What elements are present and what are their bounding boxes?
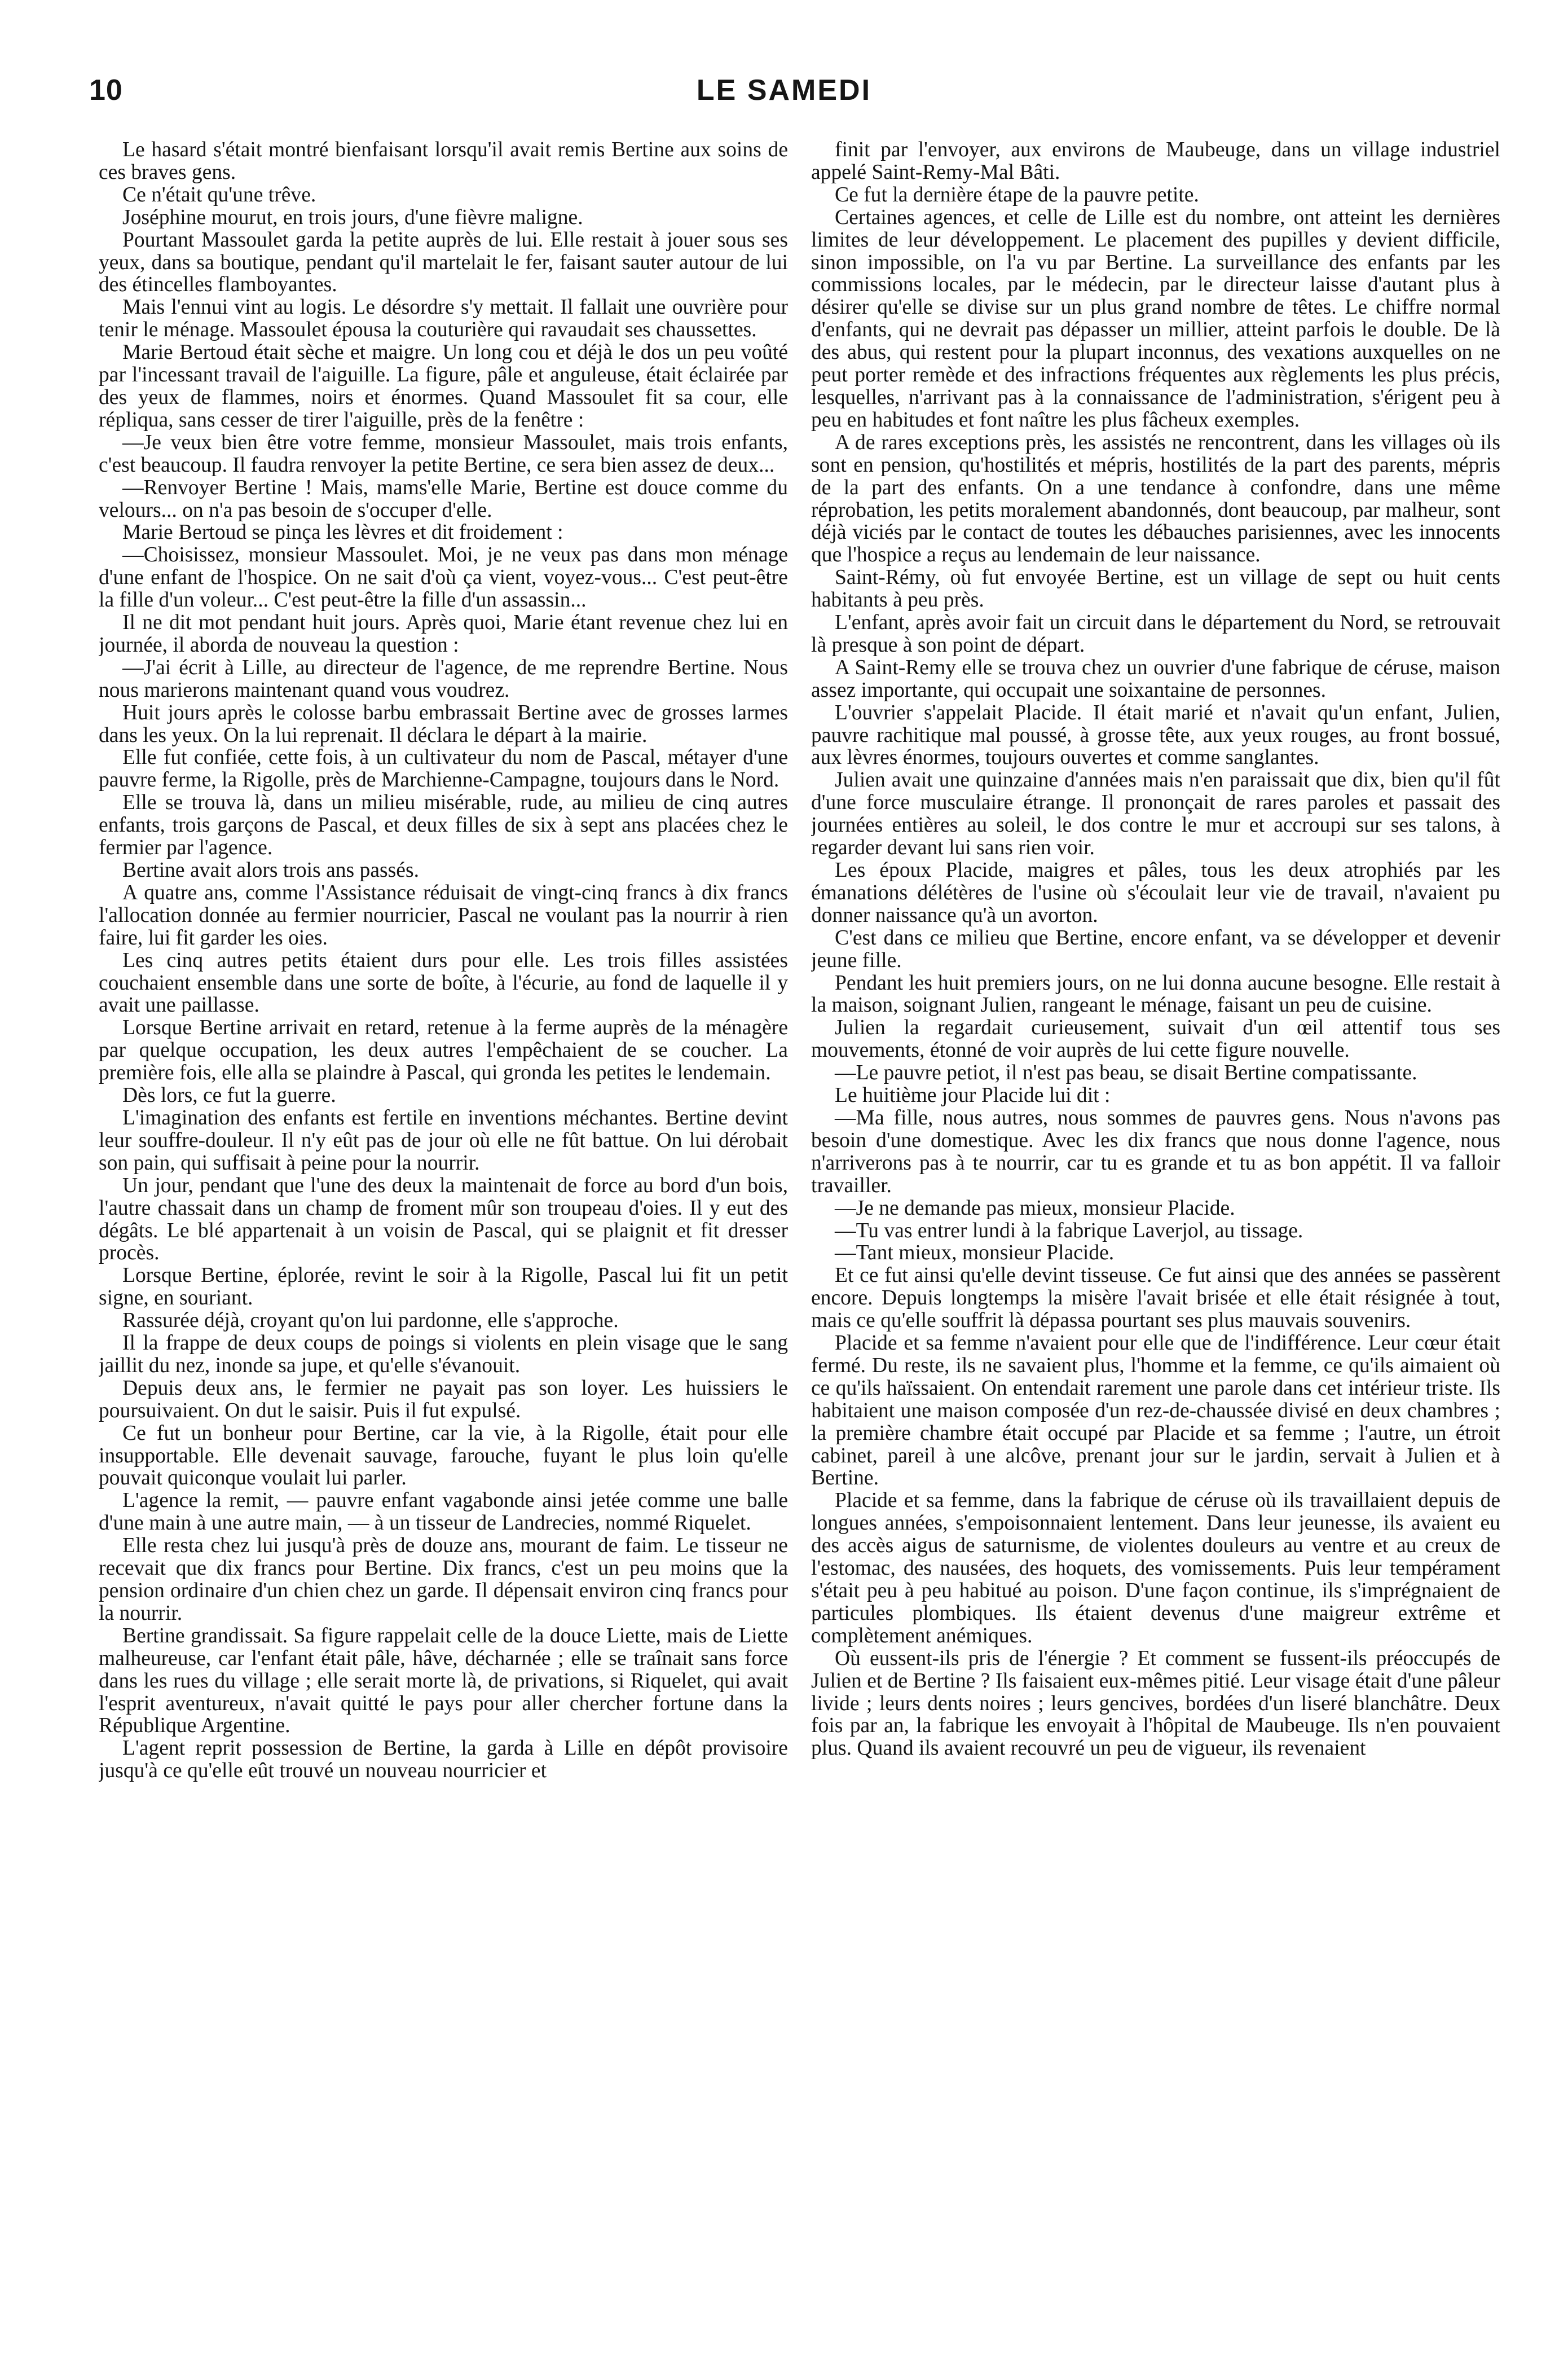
- paragraph: Joséphine mourut, en trois jours, d'une fièvre maligne.: [122, 205, 583, 229]
- paragraph: Et ce fut ainsi qu'elle devint tisseuse. Ce fut ainsi que des années se passèrent encore. Depuis longtemps la misère l'avait brisée et elle était résignée à tout, mais ce qu'elle souffrit là dépassa pourtant ses plus mauvais souvenirs.: [811, 1264, 1500, 1333]
- paragraph: Certaines agences, et celle de Lille est du nombre, ont atteint les dernières limites de leur développement. Le placement des pupilles y devient difficile, sinon impossible, on l'a vu par Bertine. La surveillance des enfants par les commissions locales, par le médecin, par le directeur laisse d'autant plus à désirer qu'elle se divise sur un plus grand nombre de têtes. Le chiffre normal d'enfants, qui ne devrait pas dépasser un millier, atteint parfois le double. De là des abus, qui restent pour la plupart inconnus, des vexations auxquelles on ne peut porter remède et des infractions fréquentes aux règlements les plus précis, lesquelles, n'arrivant pas à la connaissance de l'administration, s'érigent peu à peu en habitudes et font naître les plus fâcheux exemples.: [811, 205, 1500, 432]
- paragraph: Julien avait une quinzaine d'années mais n'en paraissait que dix, bien qu'il fût d'une force musculaire étrange. Il prononçait de rares paroles et passait des journées entières au soleil, le dos contre le mur et accroupi sur ses talons, à regarder devant lui sans rien voir.: [811, 768, 1500, 860]
- paragraph: Ce fut la dernière étape de la pauvre petite.: [835, 183, 1199, 206]
- paragraph: Elle se trouva là, dans un milieu misérable, rude, au milieu de cinq autres enfants, trois garçons de Pascal, et deux filles de six à sept ans placées chez le fermier par l'agence.: [99, 791, 788, 860]
- paragraph: Lorsque Bertine arrivait en retard, retenue à la ferme auprès de la ménagère par quelque occupation, les deux autres l'empêchaient de se coucher. La première fois, elle alla se plaindre à Pascal, qui gronda les petites le lendemain.: [99, 1016, 788, 1085]
- paragraph: Depuis deux ans, le fermier ne payait pas son loyer. Les huissiers le poursuivaient. On dut le saisir. Puis il fut expulsé.: [99, 1376, 788, 1422]
- paragraph: Il la frappe de deux coups de poings si violents en plein visage que le sang jaillit du nez, inonde sa jupe, et qu'elle s'évanouit.: [99, 1331, 788, 1377]
- paragraph: Pourtant Massoulet garda la petite auprès de lui. Elle restait à jouer sous ses yeux, dans sa boutique, pendant qu'il martelait le fer, faisant sauter autour de lui des étincelles flamboyantes.: [99, 228, 788, 297]
- paragraph: Pendant les huit premiers jours, on ne lui donna aucune besogne. Elle restait à la maison, soignant Julien, rangeant le ménage, faisant un peu de cuisine.: [811, 971, 1500, 1017]
- paragraph: Bertine avait alors trois ans passés.: [122, 859, 419, 882]
- journal-title: LE SAMEDI: [696, 74, 872, 107]
- paragraph: Le hasard s'était montré bienfaisant lorsqu'il avait remis Bertine aux soins de ces braves gens.: [99, 139, 788, 184]
- paragraph: —J'ai écrit à Lille, au directeur de l'agence, de me reprendre Bertine. Nous nous marierons maintenant quand vous voudrez.: [99, 656, 788, 702]
- paragraph: Le huitième jour Placide lui dit :: [835, 1084, 1111, 1108]
- paragraph: Elle fut confiée, cette fois, à un cultivateur du nom de Pascal, métayer d'une pauvre ferme, la Rigolle, près de Marchienne-Campagne, toujours dans le Nord.: [99, 746, 788, 792]
- paragraph: L'ouvrier s'appelait Placide. Il était marié et n'avait qu'un enfant, Julien, pauvre rachitique mal poussé, à grosse tête, aux yeux rouges, au front bossué, aux lèvres énormes, toujours ouvertes et comme sanglantes.: [811, 701, 1500, 770]
- paragraph: —Je veux bien être votre femme, monsieur Massoulet, mais trois enfants, c'est beaucoup. Il faudra renvoyer la petite Bertine, ce sera bien assez de deux...: [99, 430, 788, 477]
- paragraph: Placide et sa femme, dans la fabrique de céruse où ils travaillaient depuis de longues années, s'empoisonnaient lentement. Dans leur jeunesse, ils avaient eu des accès aigus de saturnisme, de violentes douleurs au ventre et au creux de l'estomac, des nausées, des hoquets, des vomissements. Puis leur tempérament s'était peu à peu habitué au poison. D'une façon continue, ils s'imprégnaient de particules plombiques. Ils étaient devenus d'une maigreur extrême et complètement anémiques.: [811, 1489, 1500, 1647]
- paragraph: Marie Bertoud était sèche et maigre. Un long cou et déjà le dos un peu voûté par l'incessant travail de l'aiguille. La figure, pâle et anguleuse, était éclairée par des yeux de flammes, noirs et énormes. Quand Massoulet fit sa cour, elle répliqua, sans cesser de tirer l'aiguille, près de la fenêtre :: [99, 341, 788, 432]
- paragraph: Marie Bertoud se pinça les lèvres et dit froidement :: [122, 521, 563, 544]
- paragraph: Il ne dit mot pendant huit jours. Après quoi, Marie étant revenue chez lui en journée, il aborda de nouveau la question :: [99, 611, 788, 657]
- paragraph: Ce fut un bonheur pour Bertine, car la vie, à la Rigolle, était pour elle insupportable. Elle devenait sauvage, farouche, fuyant le plus loin qu'elle pouvait quiconque voulait lui parler.: [99, 1421, 788, 1490]
- paragraph: Bertine grandissait. Sa figure rappelait celle de la douce Liette, mais de Liette malheureuse, car l'enfant était pâle, hâve, décharnée ; elle se traînait sans force dans les rues du village ; elle serait morte là, de privations, si Riquelet, qui avait l'esprit aventureux, n'avait quitté le pays pour aller chercher fortune dans la République Argentine.: [99, 1624, 788, 1738]
- paragraph: L'agent reprit possession de Bertine, la garda à Lille en dépôt provisoire jusqu'à ce qu'elle eût trouvé un nouveau nourricier et: [99, 1737, 788, 1783]
- paragraph: Julien la regardait curieusement, suivait d'un œil attentif tous ses mouvements, étonné de voir auprès de lui cette figure nouvelle.: [811, 1016, 1500, 1062]
- paragraph: —Ma fille, nous autres, nous sommes de pauvres gens. Nous n'avons pas besoin d'une domestique. Avec les dix francs que nous donne l'agence, nous n'arriverons pas à te nourrir, car tu es grande et tu as bon appétit. Il va falloir travailler.: [811, 1106, 1500, 1197]
- right-column: [811, 139, 1500, 2356]
- paragraph: Placide et sa femme n'avaient pour elle que de l'indifférence. Leur cœur était fermé. Du reste, ils ne savaient plus, l'homme et la femme, ce qu'ils aimaient où ce qu'ils haïssaient. On entendait rarement une parole dans cet intérieur triste. Ils habitaient une maison composée d'un rez-de-chaussée divisé en deux chambres ; la première chambre était occupé par Placide et sa femme ; l'autre, un étroit cabinet, pareil à une alcôve, prenant jour sur le jardin, servait à Julien et à Bertine.: [811, 1331, 1500, 1490]
- paragraph: Ce n'était qu'une trêve.: [122, 183, 316, 206]
- paragraph: Dès lors, ce fut la guerre.: [122, 1084, 336, 1108]
- paragraph: —Choisissez, monsieur Massoulet. Moi, je ne veux pas dans mon ménage d'une enfant de l'hospice. On ne sait d'où ça vient, voyez-vous... C'est peut-être la fille d'un voleur... C'est peut-être la fille d'un assassin...: [99, 543, 788, 612]
- paragraph: finit par l'envoyer, aux environs de Maubeuge, dans un village industriel appelé Saint-Remy-Mal Bâti.: [811, 139, 1500, 184]
- paragraph: A quatre ans, comme l'Assistance réduisait de vingt-cinq francs à dix francs l'allocation donnée au fermier nourricier, Pascal ne voulant pas la nourrir à rien faire, lui fit garder les oies.: [99, 881, 788, 950]
- paragraph: Mais l'ennui vint au logis. Le désordre s'y mettait. Il fallait une ouvrière pour tenir le ménage. Massoulet épousa la couturière qui ravaudait ses chaussettes.: [99, 296, 788, 342]
- paragraph: Les époux Placide, maigres et pâles, tous les deux atrophiés par les émanations délétères de l'usine où s'écoulait leur vie de travail, n'avaient pu donner naissance qu'à un avorton.: [811, 859, 1500, 927]
- paragraph: —Renvoyer Bertine ! Mais, mams'elle Marie, Bertine est douce comme du velours... on n'a pas besoin de s'occuper d'elle.: [99, 476, 788, 522]
- paragraph: L'enfant, après avoir fait un circuit dans le département du Nord, se retrouvait là presque à son point de départ.: [811, 611, 1500, 657]
- paragraph: Saint-Rémy, où fut envoyée Bertine, est un village de sept ou huit cents habitants à peu près.: [811, 566, 1500, 612]
- paragraph: A Saint-Remy elle se trouva chez un ouvrier d'une fabrique de céruse, maison assez importante, qui occupait une soixantaine de personnes.: [811, 656, 1500, 702]
- paragraph: Elle resta chez lui jusqu'à près de douze ans, mourant de faim. Le tisseur ne recevait que dix francs pour Bertine. Dix francs, c'est un peu moins que la pension ordinaire d'un chien chez un garde. Il dépensait environ cinq francs pour la nourrir.: [99, 1534, 788, 1625]
- page-number: 10: [89, 74, 123, 107]
- paragraph: A de rares exceptions près, les assistés ne rencontrent, dans les villages où ils sont en pension, qu'hostilités et mépris, hostilités de la part des parents, mépris de la part des enfants. On a une tendance à confondre, dans une même réprobation, les petits moralement abandonnés, dont beaucoup, par malheur, sont déjà viciés par le contact de toutes les débauches parisiennes, avec les innocents que l'hospice a reçus au lendemain de leur naissance.: [811, 430, 1500, 567]
- paragraph: Huit jours après le colosse barbu embrassait Bertine avec de grosses larmes dans les yeux. On la lui reprenait. Il déclara le départ à la mairie.: [99, 701, 788, 747]
- paragraph: L'agence la remit, — pauvre enfant vagabonde ainsi jetée comme une balle d'une main à une autre main, — à un tisseur de Landrecies, nommé Riquelet.: [99, 1489, 788, 1535]
- paragraph: Rassurée déjà, croyant qu'on lui pardonne, elle s'approche.: [122, 1309, 619, 1333]
- paragraph: Où eussent-ils pris de l'énergie ? Et comment se fussent-ils préoccupés de Julien et de Bertine ? Ils faisaient eux-mêmes pitié. Leur visage était d'une pâleur livide ; leurs dents noires ; leurs gencives, bordées d'un liseré blanchâtre. Deux fois par an, la fabrique les envoyait à l'hôpital de Maubeuge. Ils n'en pouvaient plus. Quand ils avaient recouvré un peu de vigueur, ils revenaient: [811, 1646, 1500, 1760]
- paragraph: —Le pauvre petiot, il n'est pas beau, se disait Bertine compatissante.: [835, 1061, 1417, 1085]
- paragraph: L'imagination des enfants est fertile en inventions méchantes. Bertine devint leur souffre-douleur. Il n'y eût pas de jour où elle ne fût battue. On lui dérobait son pain, qui suffisait à peine pour la nourrir.: [99, 1106, 788, 1175]
- page-header: [89, 73, 1479, 124]
- left-column: [99, 139, 788, 2356]
- paragraph: —Tu vas entrer lundi à la fabrique Laverjol, au tissage.: [835, 1219, 1303, 1242]
- paragraph: —Je ne demande pas mieux, monsieur Placide.: [835, 1196, 1235, 1220]
- paragraph: —Tant mieux, monsieur Placide.: [835, 1241, 1115, 1265]
- paragraph: Un jour, pendant que l'une des deux la maintenait de force au bord d'un bois, l'autre chassait dans un champ de froment mûr son troupeau d'oies. Il y eut des dégâts. Le blé appartenait à un voisin de Pascal, qui se plaignit et fit dresser procès.: [99, 1174, 788, 1265]
- paragraph: Les cinq autres petits étaient durs pour elle. Les trois filles assistées couchaient ensemble dans une sorte de boîte, à l'écurie, au fond de laquelle il y avait une paillasse.: [99, 948, 788, 1017]
- paragraph: Lorsque Bertine, éplorée, revint le soir à la Rigolle, Pascal lui fit un petit signe, en souriant.: [99, 1264, 788, 1310]
- paragraph: C'est dans ce milieu que Bertine, encore enfant, va se développer et devenir jeune fille.: [811, 926, 1500, 972]
